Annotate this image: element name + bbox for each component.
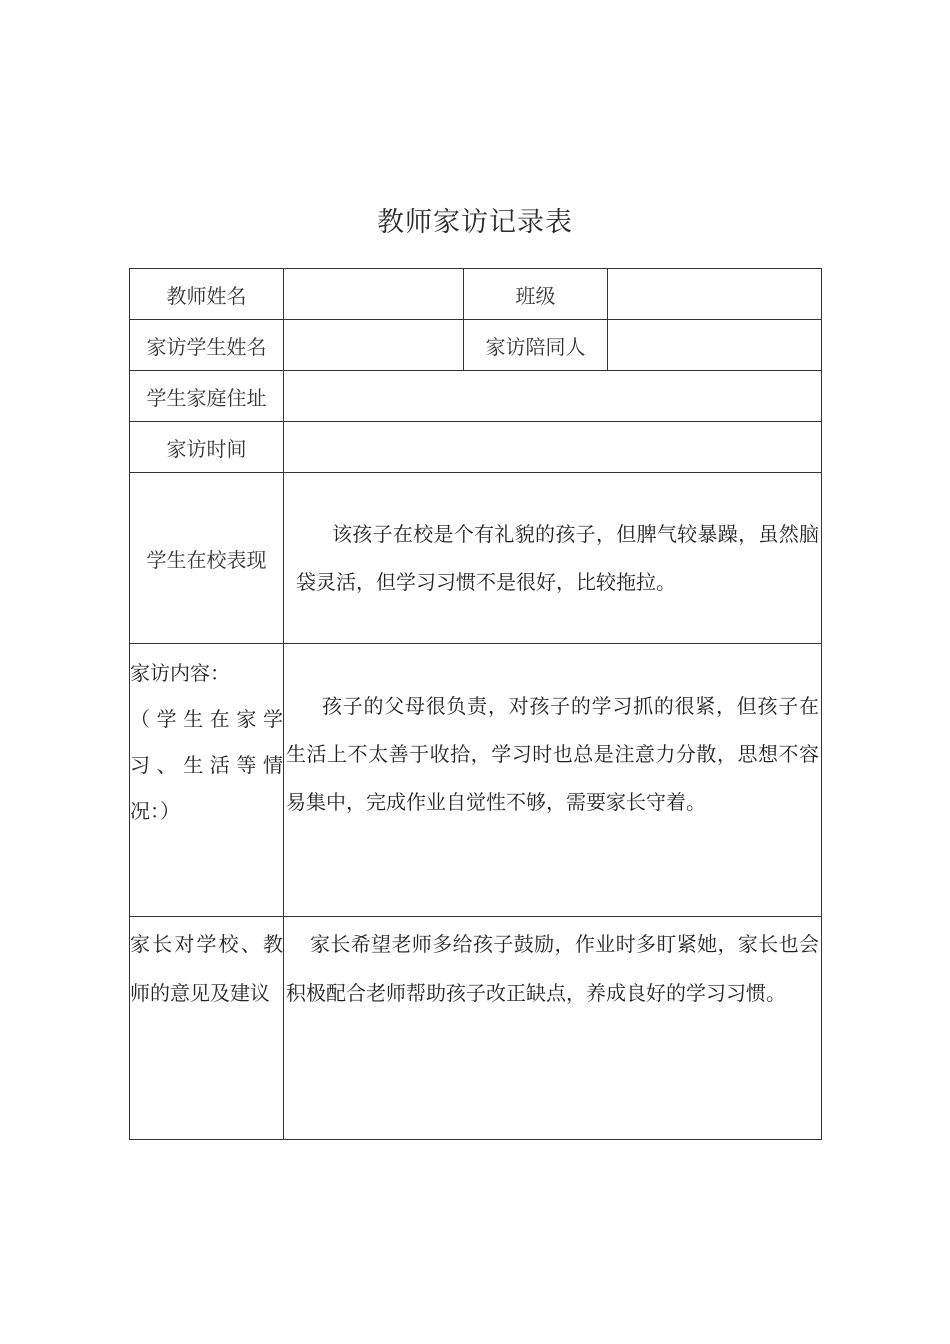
parent-feedback-text: 家长希望老师多给孩子鼓励，作业时多盯紧她，家长也会积极配合老师帮助孩子改正缺点，养成良好的学习习惯。 [286, 932, 819, 1005]
parent-feedback-field[interactable] [284, 917, 822, 1140]
page-title: 教师家访记录表 [377, 207, 573, 238]
visit-time-field[interactable] [284, 422, 822, 473]
visit-content-label-line1: 家访内容： [130, 661, 230, 685]
student-name-label: 家访学生姓名 [130, 320, 284, 371]
form-row-visit-time [130, 422, 822, 473]
home-visit-form [129, 268, 822, 1140]
student-name-field[interactable] [284, 320, 464, 371]
companion-label: 家访陪同人 [464, 320, 608, 371]
form-row-teacher [130, 269, 822, 320]
address-field[interactable] [284, 371, 822, 422]
school-performance-label: 学生在校表现 [130, 473, 284, 644]
class-field[interactable] [608, 269, 822, 320]
visit-time-label: 家访时间 [130, 422, 284, 473]
visit-content-field[interactable] [284, 644, 822, 917]
form-row-address [130, 371, 822, 422]
teacher-name-field[interactable] [284, 269, 464, 320]
form-row-visit-content [130, 644, 822, 917]
visit-content-text: 孩子的父母很负责，对孩子的学习抓的很紧，但孩子在生活上不太善于收拾，学习时也总是注意力分散，思想不容易集中，完成作业自觉性不够，需要家长守着。 [286, 694, 819, 814]
school-performance-text: 该孩子在校是个有礼貌的孩子，但脾气较暴躁，虽然脑袋灵活，但学习习惯不是很好，比较拖拉。 [296, 522, 819, 594]
form-row-student [130, 320, 822, 371]
class-label: 班级 [464, 269, 608, 320]
parent-feedback-label: 家长对学校、教师的意见及建议 [130, 917, 284, 1140]
visit-content-label [130, 644, 284, 917]
teacher-name-label: 教师姓名 [130, 269, 284, 320]
companion-field[interactable] [608, 320, 822, 371]
school-performance-field[interactable] [284, 473, 822, 644]
address-label: 学生家庭住址 [130, 371, 284, 422]
form-row-parent-feedback [130, 917, 822, 1140]
form-row-school-performance [130, 473, 822, 644]
visit-content-label-line2: （学生在家学习、生活等情况：） [130, 707, 283, 823]
